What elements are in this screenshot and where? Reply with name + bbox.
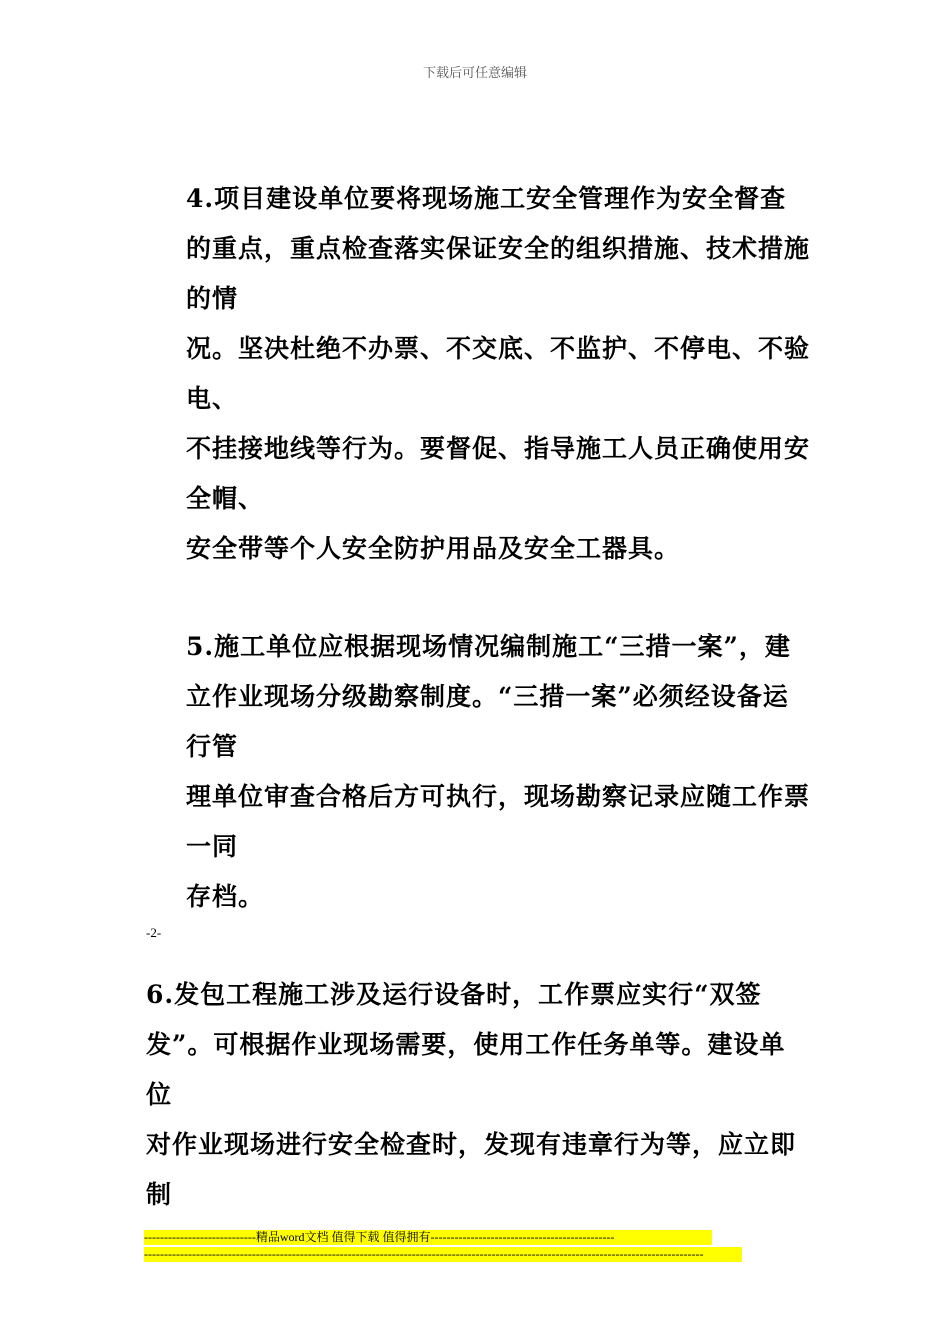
paragraph-4-line-6: 不挂接地线等行为。要督促、指导施工人员正确使用安 [186,434,811,463]
paragraph-6-line-1: 6.发包工程施工涉及运行设备时，工作票应实行“双签 [146,980,762,1009]
paragraph-5-line-1: 5.施工单位应根据现场情况编制施工“三措一案”，建 [186,632,791,661]
paragraph-6-line-2: 发”。可根据作业现场需要，使用工作任务单等。建设单 [146,1030,786,1059]
paragraph-4-line-5: 电、 [186,384,239,413]
paragraph-5-line-4: 理单位审查合格后方可执行，现场勘察记录应随工作票 [186,782,811,811]
paragraph-6-line-3: 位 [146,1080,173,1109]
paragraph-4-line-2: 的重点，重点检查落实保证安全的组织措施、技术措施 [186,234,811,263]
paragraph-5-line-6: 存档。 [186,882,265,911]
paragraph-4-line-3: 的情 [186,284,239,313]
footer-banner: ----------------------------精品word文档 值得下载 值得拥有---------------------------------------------- [144,1230,712,1245]
paragraph-6-line-4: 对作业现场进行安全检查时，发现有违章行为等，应立即 [146,1130,797,1159]
paragraph-5-line-3: 行管 [186,732,239,761]
paragraph-4-line-8: 安全带等个人安全防护用品及安全工器具。 [186,534,681,563]
paragraph-4-line-7: 全帽、 [186,484,265,513]
page-number: -2- [146,925,162,940]
paragraph-5-line-2: 立作业现场分级勘察制度。“三措一案”必须经设备运 [186,682,789,711]
paragraph-4-line-4: 况。坚决杜绝不办票、不交底、不监护、不停电、不验 [186,334,811,363]
footer-divider: -------------------------------------------------------------------------------------------------------------------------------------------- [144,1247,742,1262]
paragraph-4-line-1: 4.项目建设单位要将现场施工安全管理作为安全督查 [186,184,787,213]
page-header: 下载后可任意编辑 [422,66,527,81]
paragraph-6-line-5: 制 [146,1180,173,1209]
paragraph-5-line-5: 一同 [186,832,239,861]
